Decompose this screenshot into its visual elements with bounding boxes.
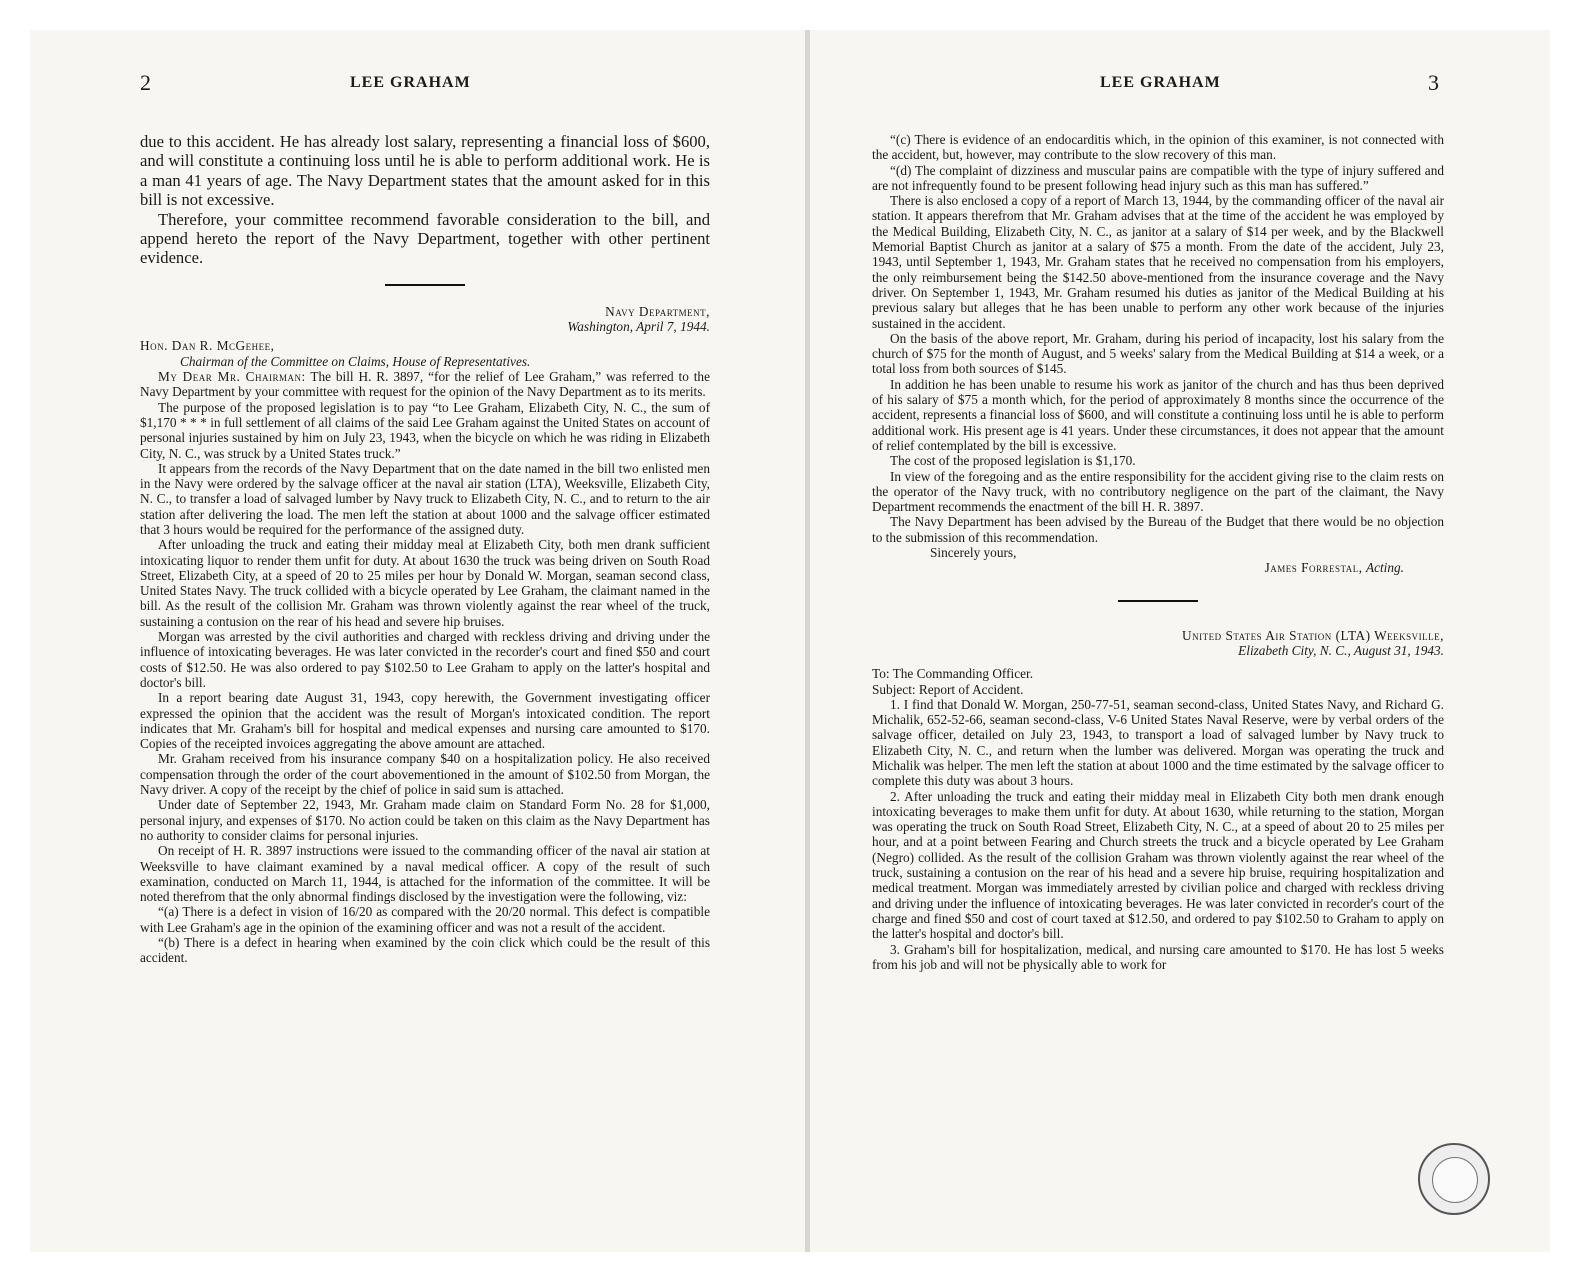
report-item: 1. I find that Donald W. Morgan, 250-77-51, seaman second-class, United States Navy, and Richard G. Michalik, 652-52-66, seaman second-class, V-6 United States Naval Reserve, were by verbal orders of the salvage officer, detailed on July 23, 1943, to transport a load of salvaged lumber by Navy truck to Elizabeth City, N. C., and return when the lumber was delivered. Morgan was operating the truck and Michalik was helper. The men left the station at about 1000 and the time estimated by the salvage officer to complete this duty was about 3 hours. bbox=[872, 696, 1444, 789]
letter-paragraph: The cost of the proposed legislation is $1,170. bbox=[890, 453, 1136, 469]
section-rule bbox=[385, 284, 465, 286]
letter-paragraph: In addition he has been unable to resume his work as janitor of the church and has thus been deprived of his salary of $75 a month which, for the period of approximately 8 months since the occurrence of the accident, represents a financial loss of $600, and will constitute a continuing loss until he is able to perform additional work. His present age is 41 years. Under these circumstances, it does not appear that the amount of relief contemplated by the bill is excessive. bbox=[872, 376, 1444, 453]
station-date: Elizabeth City, N. C., August 31, 1943. bbox=[1238, 642, 1444, 658]
letter-paragraph: The Navy Department has been advised by the Bureau of the Budget that there would be no objection to the submission of this recommendation. bbox=[872, 514, 1444, 545]
letter-date: Washington, April 7, 1944. bbox=[567, 319, 710, 335]
salutation: My Dear Mr. Chairman: bbox=[158, 369, 306, 385]
letter-paragraph: In view of the foregoing and as the entire responsibility for the accident giving rise to the claim rests on the operator of the Navy truck, with no contributory negligence on the part of the claimant, the Navy Department recommends the enactment of the bill H. R. 3897. bbox=[872, 468, 1444, 515]
report-paragraph: due to this accident. He has already lost salary, representing a financial loss of $600, and will constitute a continuing loss until he is able to perform additional work. He is a man 41 years of age. The Navy Department states that the amount asked for in this bill is not excessive. bbox=[140, 132, 710, 210]
letter-paragraph: There is also enclosed a copy of a report of March 13, 1944, by the commanding officer of the naval air station. It appears therefrom that Mr. Graham advises that at the time of the accident he was employed by the Medical Building, Elizabeth City, N. C., as janitor at a salary of $14 per week, and by the Blackwell Memorial Baptist Church as janitor at a salary of $75 a month. From the date of the accident, July 23, 1943, until September 1, 1943, Mr. Graham states that he received no compensation from his employers, the only reimbursement being the $142.50 above-mentioned from the insurance coverage and the Navy driver. On September 1, 1943, Mr. Graham resumed his duties as janitor of the Medical Building at his previous salary but alleges that he has been unable to perform any other work because of the injuries sustained in the accident. bbox=[872, 193, 1444, 331]
page-number-right: 3 bbox=[1428, 70, 1439, 95]
report-item: 2. After unloading the truck and eating their midday meal in Elizabeth City both men drank enough intoxicating beverages to make them unfit for duty. At about 1630, while returning to the station, Morgan was operating the truck on South Road Street, Elizabeth City, N. C., at a speed of about 20 to 25 miles per hour, and at a point between Fearing and Church streets the truck and a bicycle operated by Lee Graham (Negro) collided. As the result of the collision Graham was thrown violently against the rear wheel of the truck, sustaining a contusion on the rear of his head and a severe hip bruise, requiring hospitalization and medical treatment. Morgan was immediately arrested by civilian police and charged with reckless driving and driving under the influence of intoxicating beverages. He was later convicted in recorder's court of the charge and fined $50 and cost of court taxed at $12.50, and ordered to pay $102.50 to Graham to apply on the latter's hospital and doctor's bill. bbox=[872, 788, 1444, 942]
report-paragraph: Therefore, your committee recommend favorable consideration to the bill, and append hereto the report of the Navy Department, together with other pertinent evidence. bbox=[140, 209, 710, 268]
finding-paragraph: “(d) The complaint of dizziness and muscular pains are compatible with the type of injury suffered and are not infrequently found to be present following head injury such as this man has suffered.” bbox=[872, 162, 1444, 193]
letter-paragraph: Morgan was arrested by the civil authorities and charged with reckless driving and driving under the influence of intoxicating beverages. He was later convicted in the recorder's court and fined $50 and court costs of $12.50. He was also ordered to pay $102.50 to Lee Graham to apply on the latter's hospital and doctor's bill. bbox=[140, 629, 710, 690]
letter-department: Navy Department, bbox=[605, 303, 710, 319]
library-seal-stamp bbox=[1418, 1143, 1490, 1215]
addressee-title: Chairman of the Committee on Claims, House of Representatives. bbox=[180, 353, 531, 369]
letter-addressee: Hon. Dan R. McGehee, bbox=[140, 338, 275, 354]
letter-signature: James Forrestal, Acting. bbox=[1264, 560, 1404, 576]
letter-closing: Sincerely yours, bbox=[930, 545, 1017, 561]
finding-paragraph: “(b) There is a defect in hearing when examined by the coin click which could be the result of this accident. bbox=[140, 935, 710, 966]
page-number-left: 2 bbox=[140, 70, 151, 95]
memo-subject: Subject: Report of Accident. bbox=[872, 681, 1024, 697]
finding-paragraph: “(c) There is evidence of an endocarditis which, in the opinion of this examiner, is not connected with the accident, but, however, may contribute to the slow recovery of this man. bbox=[872, 132, 1444, 163]
finding-paragraph: “(a) There is a defect in vision of 16/20 as compared with the 20/20 normal. This defect is compatible with Lee Graham's age in the opinion of the examining officer and was not a result of the accident. bbox=[140, 904, 710, 935]
running-head-left: LEE GRAHAM bbox=[350, 74, 471, 91]
report-item: 3. Graham's bill for hospitalization, medical, and nursing care amounted to $170. He has lost 5 weeks from his job and will not be physically able to work for bbox=[872, 941, 1444, 972]
station-name: United States Air Station (LTA) Weeksville, bbox=[1182, 627, 1444, 643]
letter-paragraph: In a report bearing date August 31, 1943, copy herewith, the Government investigating officer expressed the opinion that the accident was the result of Morgan's intoxicated condition. The report indicates that Mr. Graham's bill for hospital and medical expenses and nursing care amounted to $170. Copies of the receipted invoices aggregating the above amount are attached. bbox=[140, 690, 710, 752]
seal-center bbox=[1432, 1157, 1478, 1203]
right-column bbox=[872, 132, 1444, 972]
letter-paragraph: Mr. Graham received from his insurance company $40 on a hospitalization policy. He also received compensation through the order of the court abovementioned in the amount of $102.50 from Morgan, the Navy driver. A copy of the receipt by the chief of police in said sum is attached. bbox=[140, 751, 710, 798]
memo-to: To: The Commanding Officer. bbox=[872, 666, 1034, 682]
letter-paragraph: The purpose of the proposed legislation is to pay “to Lee Graham, Elizabeth City, N. C., the sum of $1,170 * * * in full settlement of all claims of the said Lee Graham against the United States on account of personal injuries sustained by him on July 23, 1943, when the bicycle on which he was riding in Elizabeth City, N. C., was struck by a United States truck.” bbox=[140, 399, 710, 461]
left-column bbox=[140, 132, 710, 966]
letter-paragraph: On receipt of H. R. 3897 instructions were issued to the commanding officer of the naval air station at Weeksville to have claimant examined by a naval medical officer. A copy of the result of such examination, conducted on March 11, 1944, is attached for the information of the committee. It will be noted therefrom that the only abnormal findings disclosed by the investigation were the following, viz: bbox=[140, 843, 710, 905]
letter-paragraph: My Dear Mr. Chairman: The bill H. R. 3897, “for the relief of Lee Graham,” was referred to the Navy Department by your committee with request for the opinion of the Navy Department as to its merits. bbox=[140, 369, 710, 400]
letter-paragraph: After unloading the truck and eating their midday meal at Elizabeth City, both men drank sufficient intoxicating liquor to render them unfit for duty. At about 1630 the truck was being driven on South Road Street, Elizabeth City, at a speed of 20 to 25 miles per hour by Donald W. Morgan, seaman second class, United States Navy. The truck collided with a bicycle operated by Lee Graham, the claimant named in the bill. As the result of the collision Mr. Graham was thrown violently against the rear wheel of the truck, sustaining a contusion on the rear of his head and severe hip bruises. bbox=[140, 537, 710, 629]
letter-paragraph: It appears from the records of the Navy Department that on the date named in the bill two enlisted men in the Navy were ordered by the salvage officer at the naval air station (LTA), Weeksville, Elizabeth City, N. C., to transfer a load of salvaged lumber by Navy truck to Elizabeth City, N. C., and to return to the air station after delivering the load. The men left the station at about 1000 and the salvage officer estimated that 3 hours would be required for the performance of the assigned duty. bbox=[140, 460, 710, 537]
section-rule bbox=[1118, 600, 1198, 602]
letter-paragraph: Under date of September 22, 1943, Mr. Graham made claim on Standard Form No. 28 for $1,000, personal injury, and expenses of $170. No action could be taken on this claim as the Navy Department has no authority to consider claims for personal injuries. bbox=[140, 797, 710, 843]
running-head-right: LEE GRAHAM bbox=[1100, 74, 1221, 91]
letter-paragraph: On the basis of the above report, Mr. Graham, during his period of incapacity, lost his salary from the church of $75 for the month of August, and 5 weeks' salary from the Medical Building at $14 a week, or a total loss from both sources of $145. bbox=[872, 330, 1444, 377]
